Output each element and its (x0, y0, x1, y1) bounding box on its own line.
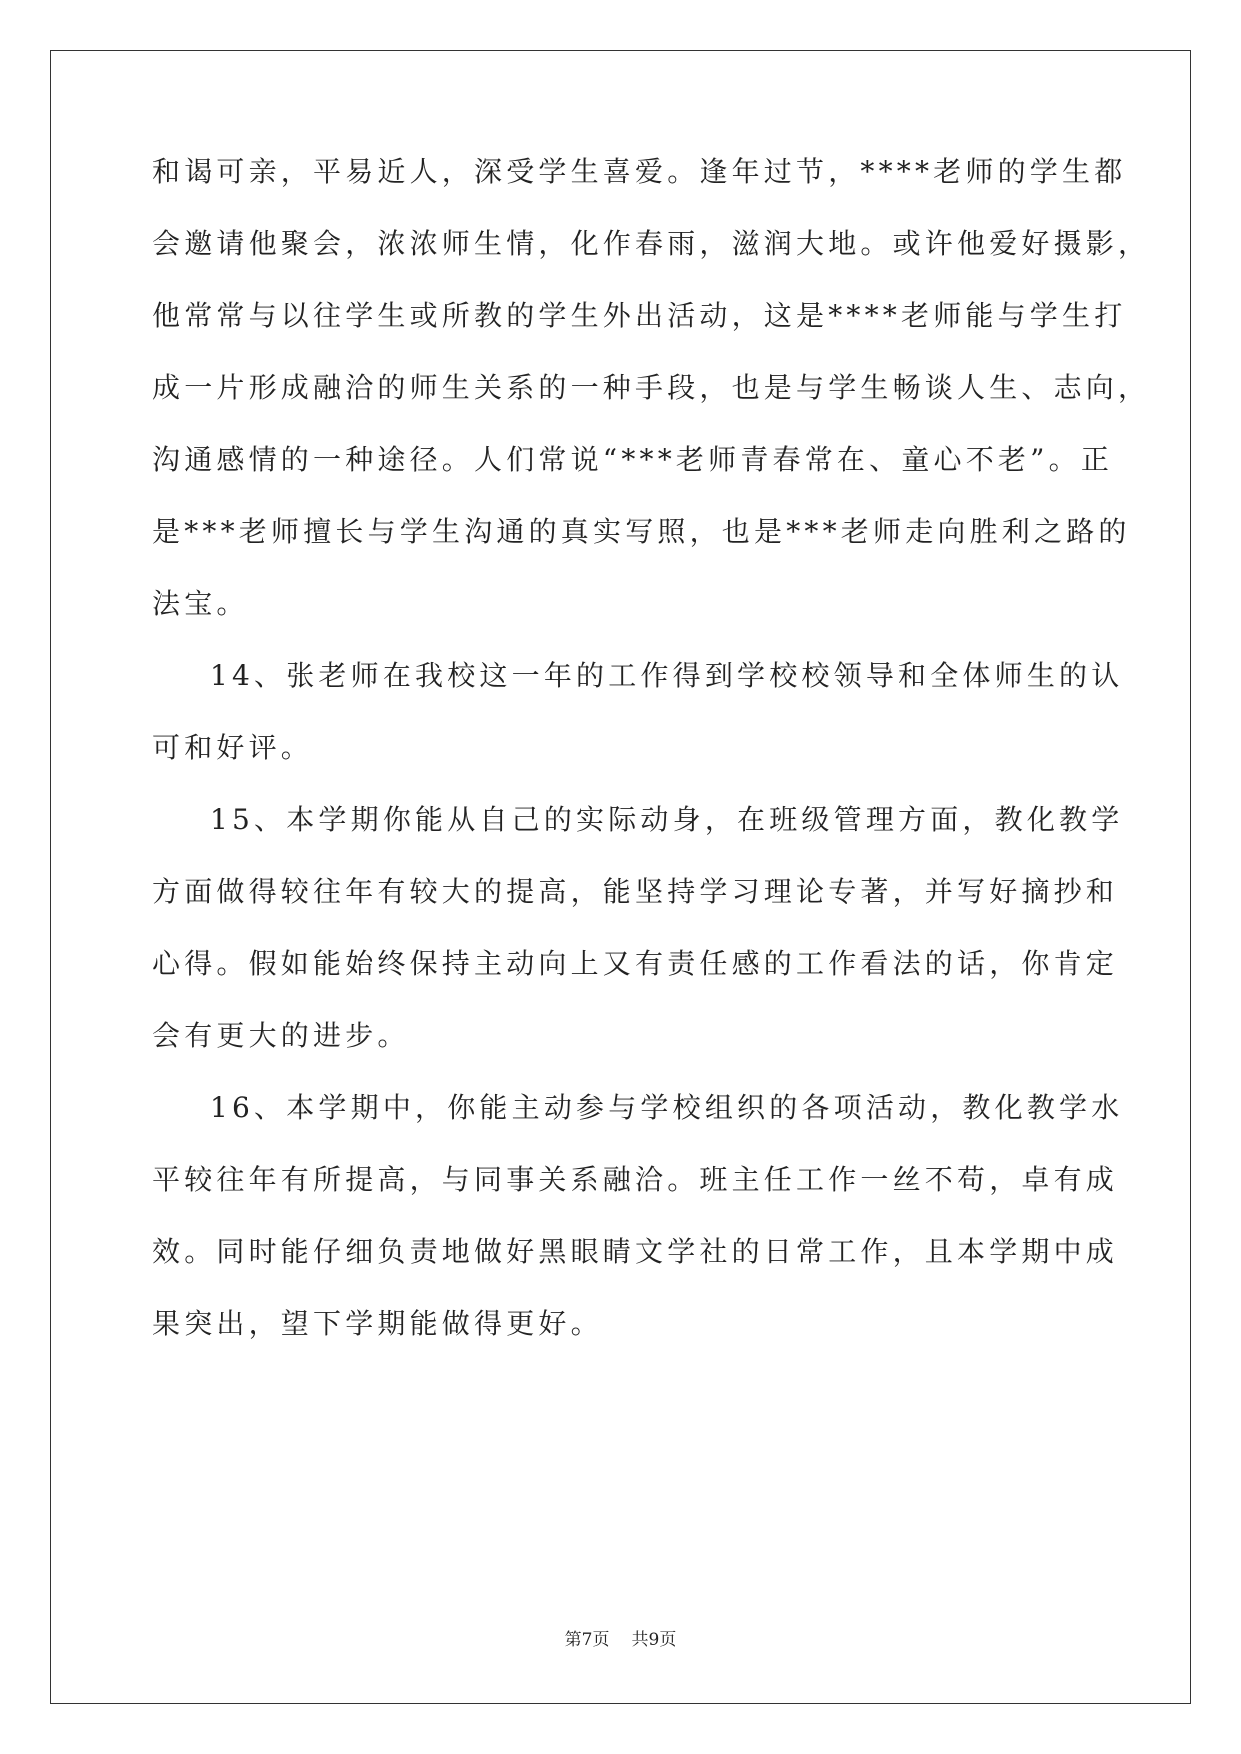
text-line: 平较往年有所提高，与同事关系融洽。班主任工作一丝不苟，卓有成 (152, 1163, 1119, 1196)
page-footer (0, 1625, 1241, 1650)
text-line: 沟通感情的一种途径。人们常说“***老师青春常在、童心不老”。正 (152, 443, 1114, 476)
text-line: 效。同时能仔细负责地做好黑眼睛文学社的日常工作，且本学期中成 (152, 1235, 1119, 1268)
paragraph-14-line: 14、张老师在我校这一年的工作得到学校校领导和全体师生的认 (210, 659, 1124, 692)
text-line: 和谒可亲，平易近人，深受学生喜爱。逢年过节，****老师的学生都 (152, 155, 1127, 188)
text-line: 会邀请他聚会，浓浓师生情，化作春雨，滋润大地。或许他爱好摄影， (152, 227, 1151, 260)
text-line: 心得。假如能始终保持主动向上又有责任感的工作看法的话，你肯定 (152, 947, 1119, 980)
text-line: 成一片形成融洽的师生关系的一种手段，也是与学生畅谈人生、志向， (152, 371, 1151, 404)
text-line: 他常常与以往学生或所教的学生外出活动，这是****老师能与学生打 (152, 299, 1127, 332)
paragraph-15-line: 15、本学期你能从自己的实际动身，在班级管理方面，教化教学 (210, 803, 1124, 836)
current-page-label: 第7页 (564, 1630, 610, 1650)
text-line: 是***老师擅长与学生沟通的真实写照，也是***老师走向胜利之路的 (152, 515, 1131, 548)
paragraph-16-line: 16、本学期中，你能主动参与学校组织的各项活动，教化教学水 (210, 1091, 1124, 1124)
text-line: 法宝。 (152, 587, 249, 620)
text-line: 可和好评。 (152, 731, 314, 764)
text-line: 方面做得较往年有较大的提高，能坚持学习理论专著，并写好摘抄和 (152, 875, 1119, 908)
text-line: 果突出，望下学期能做得更好。 (152, 1307, 603, 1340)
total-pages-label: 共9页 (631, 1630, 677, 1650)
text-line: 会有更大的进步。 (152, 1019, 410, 1052)
